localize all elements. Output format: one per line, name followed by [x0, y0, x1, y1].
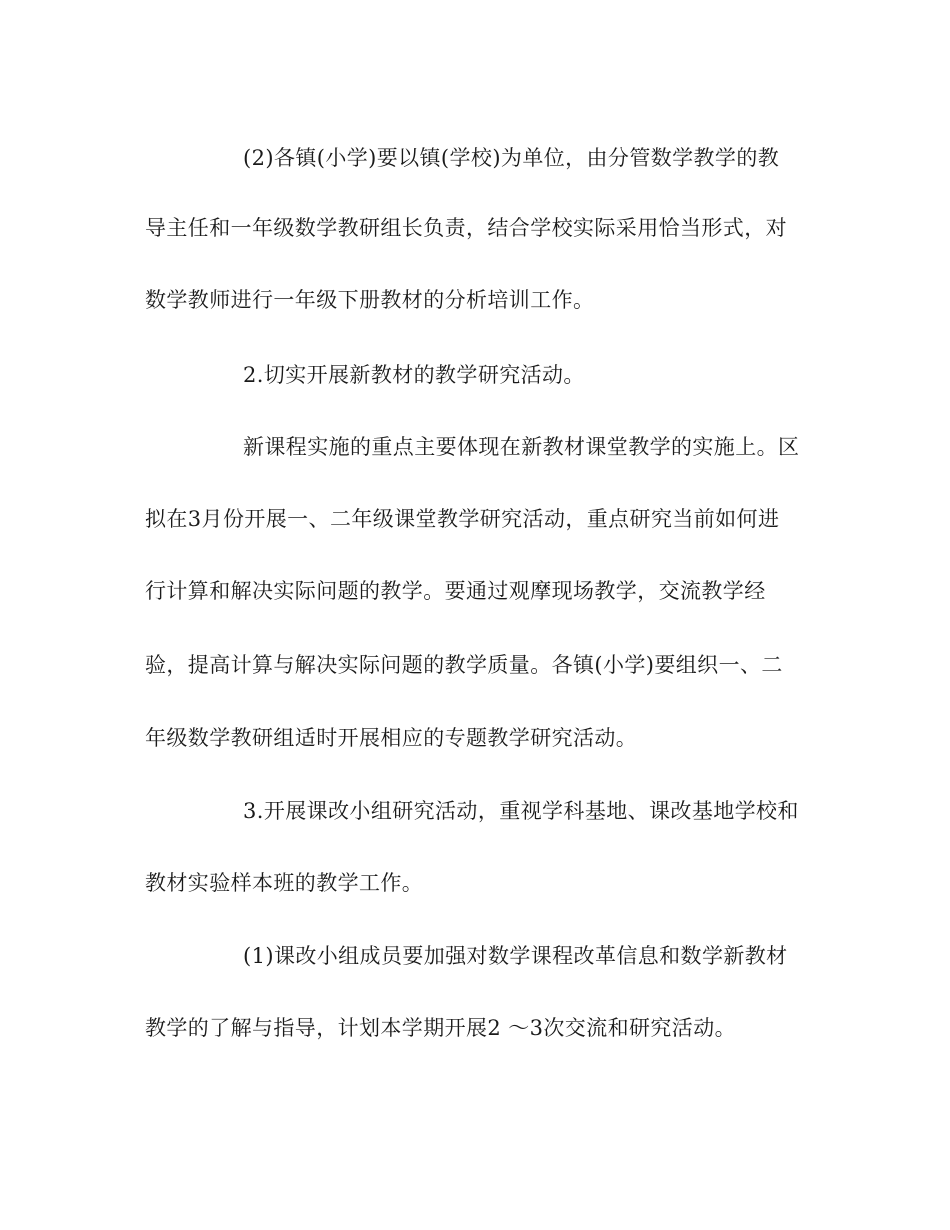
section-heading-3: 3.开展课改小组研究活动，重视学科基地、课改基地学校和	[243, 799, 799, 823]
paragraph-line-1: (2)各镇(小学)要以镇(学校)为单位，由分管数学教学的教	[243, 146, 780, 170]
paragraph-line-12: (1)课改小组成员要加强对数学课程改革信息和数学新教材	[243, 944, 788, 968]
paragraph-line-3: 数学教师进行一年级下册教材的分析培训工作。	[145, 288, 595, 312]
paragraph-line-6: 拟在3月份开展一、二年级课堂教学研究活动，重点研究当前如何进	[145, 507, 780, 531]
paragraph-line-2: 导主任和一年级数学教研组长负责，结合学校实际采用恰当形式，对	[145, 216, 787, 240]
paragraph-line-5: 新课程实施的重点主要体现在新教材课堂教学的实施上。区	[243, 435, 800, 459]
paragraph-line-13: 教学的了解与指导，计划本学期开展2 ～3次交流和研究活动。	[145, 1016, 736, 1040]
paragraph-line-7: 行计算和解决实际问题的教学。要通过观摩现场教学，交流教学经	[145, 579, 766, 603]
section-heading-2: 2.切实开展新教材的教学研究活动。	[243, 363, 585, 387]
paragraph-line-9: 年级数学教研组适时开展相应的专题教学研究活动。	[145, 726, 638, 750]
paragraph-line-11: 教材实验样本班的教学工作。	[145, 871, 424, 895]
paragraph-line-8: 验，提高计算与解决实际问题的教学质量。各镇(小学)要组织一、二	[145, 653, 783, 677]
